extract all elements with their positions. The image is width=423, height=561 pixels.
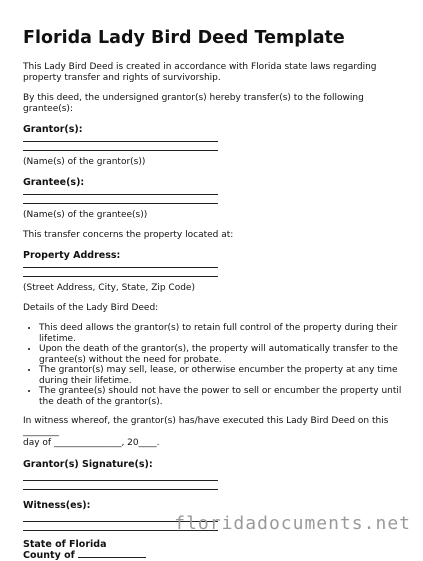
grantor-caption: (Name(s) of the grantor(s)) xyxy=(23,157,146,167)
witness-clause-line-1: In witness whereof, the grantor(s) has/have executed this Lady Bird Deed on this ________ xyxy=(23,416,389,437)
transfer-lead-paragraph: By this deed, the undersigned grantor(s) hereby transfer(s) to the following grantee(s): xyxy=(23,93,364,114)
property-lead-paragraph: This transfer concerns the property located at: xyxy=(23,230,234,240)
details-list-item: • The grantee(s) should not have the power to sell or encumber the property until the death of the grantor(s). xyxy=(39,386,408,407)
witnesses-heading: Witness(es): xyxy=(23,500,91,511)
grantee-caption: (Name(s) of the grantee(s)) xyxy=(23,210,148,220)
county-label: County of xyxy=(23,550,75,561)
grantor-name-line-1[interactable] xyxy=(23,141,218,142)
document-page xyxy=(23,28,408,561)
grantee-heading: Grantee(s): xyxy=(23,177,85,188)
grantee-name-line-1[interactable] xyxy=(23,194,218,195)
witness-clause-line-2: day of _______________, 20____. xyxy=(23,438,160,448)
details-list-item: • The grantor(s) may sell, lease, or otherwise encumber the property at any time during their lifetime. xyxy=(39,365,408,386)
grantor-signature-line-1[interactable] xyxy=(23,480,218,481)
grantor-heading: Grantor(s): xyxy=(23,124,83,135)
grantor-signature-line-2[interactable] xyxy=(23,489,218,490)
intro-paragraph: This Lady Bird Deed is created in accordance with Florida state laws regarding property transfer and rights of survivorship. xyxy=(23,62,377,83)
grantor-name-line-2[interactable] xyxy=(23,150,218,151)
site-watermark: floridadocuments.net xyxy=(174,513,411,534)
property-caption: (Street Address, City, State, Zip Code) xyxy=(23,283,195,293)
grantee-name-line-2[interactable] xyxy=(23,203,218,204)
county-blank[interactable] xyxy=(78,557,146,558)
details-list xyxy=(23,323,408,407)
signature-heading: Grantor(s) Signature(s): xyxy=(23,459,153,470)
property-address-line-2[interactable] xyxy=(23,276,218,277)
details-list-item: • Upon the death of the grantor(s), the property will automatically transfer to the grantee(s) without the need for probate. xyxy=(39,344,408,365)
property-address-line-1[interactable] xyxy=(23,267,218,268)
details-list-item: • This deed allows the grantor(s) to retain full control of the property during their lifetime. xyxy=(39,323,408,344)
county-line xyxy=(23,550,408,561)
document-title: Florida Lady Bird Deed Template xyxy=(23,28,345,48)
state-line: State of Florida xyxy=(23,539,107,550)
details-lead-paragraph: Details of the Lady Bird Deed: xyxy=(23,303,159,313)
property-heading: Property Address: xyxy=(23,250,121,261)
